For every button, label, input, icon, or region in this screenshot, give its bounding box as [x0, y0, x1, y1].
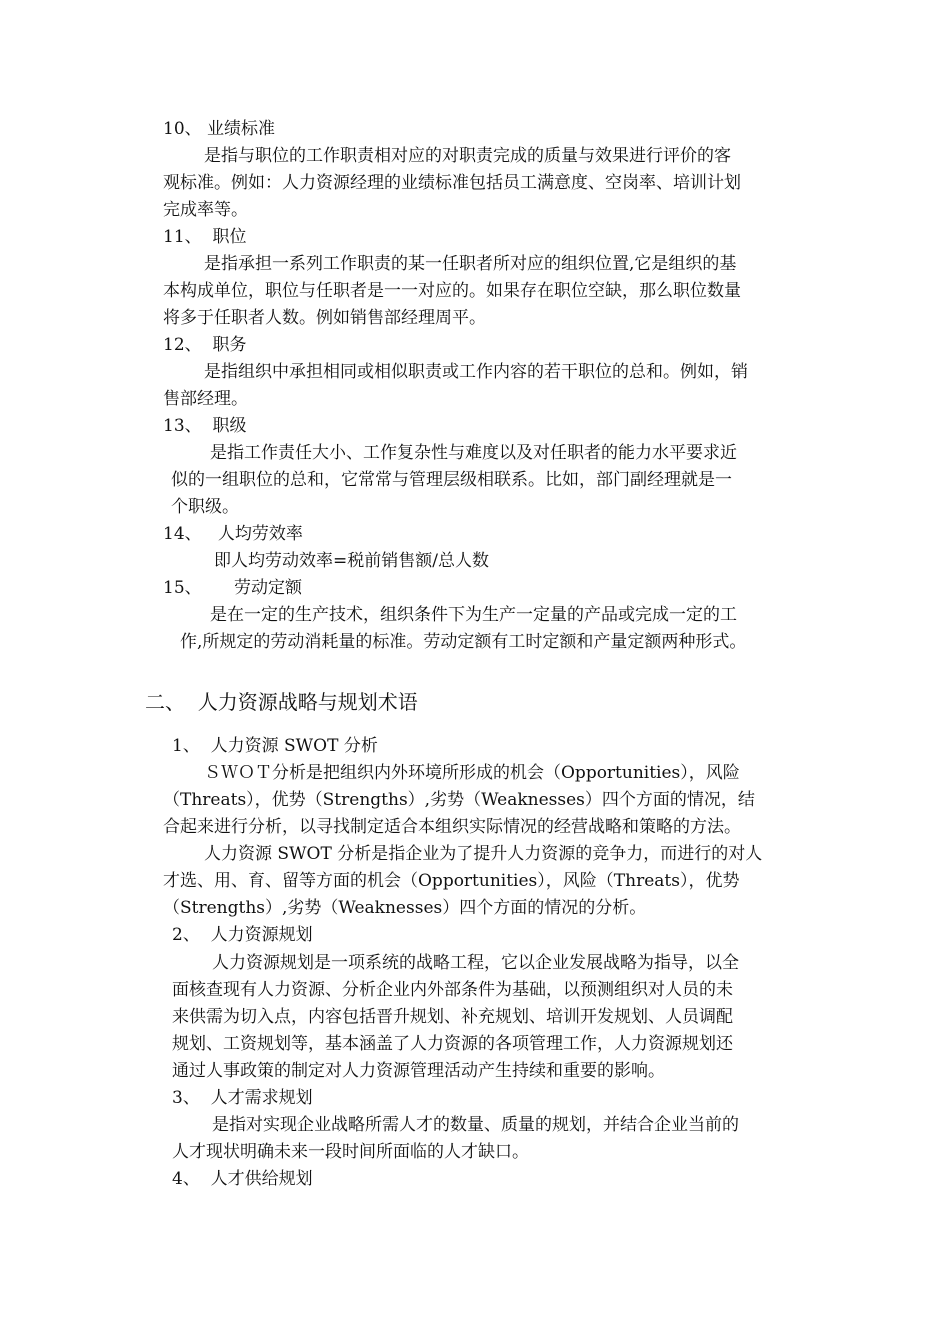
item-15-text-line: 是在一定的生产技术，组织条件下为生产一定量的产品或完成一定的工	[210, 605, 737, 625]
item-14-text-line: 即人均劳动效率=税前销售额/总人数	[214, 551, 489, 571]
s2-item-1-text-line: 才选、用、育、留等方面的机会（Opportunities），风险（Threats），优势	[163, 871, 740, 891]
item-11-text-line: 本构成单位，职位与任职者是一一对应的。如果存在职位空缺，那么职位数量	[163, 281, 741, 301]
s2-item-2-text-line: 面核查现有人力资源、分析企业内外部条件为基础，以预测组织对人员的未	[172, 980, 733, 1000]
item-10-heading: 10、 业绩标准	[163, 119, 276, 139]
s2-item-2-text-line: 通过人事政策的制定对人力资源管理活动产生持续和重要的影响。	[172, 1061, 665, 1081]
item-15-heading: 15、 劳动定额	[163, 578, 303, 598]
s2-item-1-text-line: （Threats），优势（Strengths）,劣势（Weaknesses）四个方面的情况，结	[163, 790, 755, 810]
item-13-heading: 13、 职级	[163, 416, 247, 436]
item-12-text-line: 售部经理。	[163, 389, 248, 409]
s2-item-1-heading: 1、 人力资源 SWOT 分析	[172, 736, 378, 756]
section-2-title: 二、 人力资源战略与规划术语	[145, 690, 418, 714]
item-10-text-line: 完成率等。	[163, 200, 248, 220]
item-13-text-line: 个职级。	[171, 497, 239, 517]
item-13-text-line: 是指工作责任大小、工作复杂性与难度以及对任职者的能力水平要求近	[210, 443, 737, 463]
s2-item-2-text-line: 人力资源规划是一项系统的战略工程，它以企业发展战略为指导，以全	[212, 953, 739, 973]
item-11-text-line: 是指承担一系列工作职责的某一任职者所对应的组织位置,它是组织的基	[204, 254, 737, 274]
s2-item-2-text-line: 来供需为切入点，内容包括晋升规划、补充规划、培训开发规划、人员调配	[172, 1007, 733, 1027]
s2-item-1-text-line: 合起来进行分析，以寻找制定适合本组织实际情况的经营战略和策略的方法。	[163, 817, 741, 837]
s2-item-2-heading: 2、 人力资源规划	[172, 925, 313, 945]
s2-item-3-text-line: 人才现状明确未来一段时间所面临的人才缺口。	[172, 1142, 529, 1162]
s2-item-3-heading: 3、 人才需求规划	[172, 1088, 313, 1108]
item-15-text-line: 作,所规定的劳动消耗量的标准。劳动定额有工时定额和产量定额两种形式。	[180, 632, 747, 652]
item-12-text-line: 是指组织中承担相同或相似职责或工作内容的若干职位的总和。例如，销	[204, 362, 748, 382]
s2-item-1-text-line: （Strengths）,劣势（Weaknesses）四个方面的情况的分析。	[163, 898, 647, 918]
item-11-text-line: 将多于任职者人数。例如销售部经理周平。	[163, 308, 486, 328]
item-10-text-line: 是指与职位的工作职责相对应的对职责完成的质量与效果进行评价的客	[204, 146, 731, 166]
s2-item-3-text-line: 是指对实现企业战略所需人才的数量、质量的规划，并结合企业当前的	[212, 1115, 739, 1135]
item-13-text-line: 似的一组职位的总和，它常常与管理层级相联系。比如，部门副经理就是一	[171, 470, 732, 490]
s2-item-4-heading: 4、 人才供给规划	[172, 1169, 313, 1189]
s2-item-2-text-line: 规划、工资规划等，基本涵盖了人力资源的各项管理工作，人力资源规划还	[172, 1034, 733, 1054]
s2-item-1-text-line: 人力资源 SWOT 分析是指企业为了提升人力资源的竞争力，而进行的对人	[204, 844, 763, 864]
item-12-heading: 12、 职务	[163, 335, 247, 355]
item-11-heading: 11、 职位	[163, 227, 247, 247]
item-14-heading: 14、 人均劳效率	[163, 524, 303, 544]
item-10-text-line: 观标准。例如：人力资源经理的业绩标准包括员工满意度、空岗率、培训计划	[163, 173, 741, 193]
s2-item-1-text-line: ＳＷＯＴ分析是把组织内外环境所形成的机会（Opportunities），风险	[204, 763, 740, 783]
